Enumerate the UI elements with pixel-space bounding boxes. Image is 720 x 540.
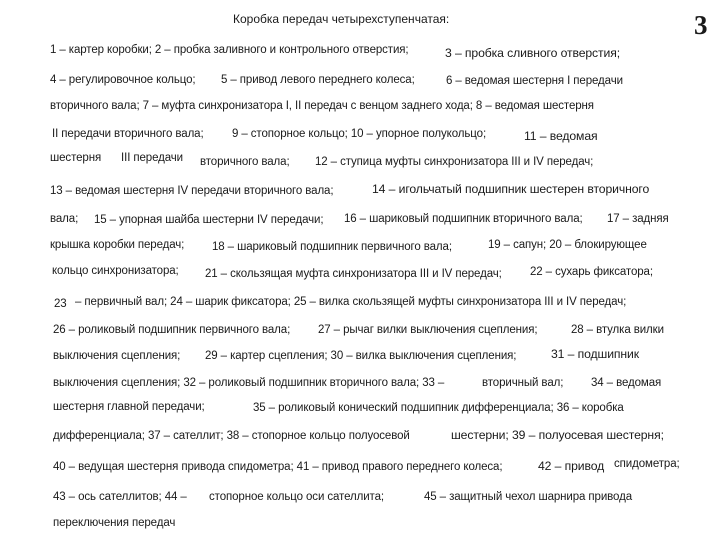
- legend-text: 14 – игольчатый подшипник шестерен вторичного: [372, 182, 650, 196]
- legend-text: II передачи вторичного вала;: [52, 128, 204, 140]
- legend-text: 29 – картер сцепления; 30 – вилка выключения сцепления;: [205, 350, 517, 362]
- legend-text: III передачи: [121, 152, 184, 164]
- legend-text: 12 – ступица муфты синхронизатора III и IV передач;: [315, 156, 594, 168]
- slide-title: Коробка передач четырехступенчатая:: [233, 12, 450, 26]
- legend-text: 18 – шариковый подшипник первичного вала;: [212, 241, 452, 253]
- legend-text: 26 – роликовый подшипник первичного вала;: [53, 324, 291, 336]
- legend-text: 40 – ведущая шестерня привода спидометра; 41 – привод правого переднего колеса;: [53, 461, 503, 473]
- legend-text: дифференциала; 37 – сателлит; 38 – стопорное кольцо полуосевой: [53, 430, 410, 442]
- slide-number: 3: [694, 10, 708, 40]
- legend-text: 15 – упорная шайба шестерни IV передачи;: [94, 214, 324, 226]
- legend-text: выключения сцепления;: [53, 350, 181, 362]
- legend-text: шестерня главной передачи;: [53, 401, 205, 413]
- legend-text: выключения сцепления; 32 – роликовый подшипник вторичного вала; 33 –: [53, 377, 445, 389]
- legend-text: 22 – сухарь фиксатора;: [530, 266, 653, 278]
- legend-text: 42 – привод: [538, 459, 605, 473]
- legend-text: 9 – стопорное кольцо; 10 – упорное полукольцо;: [232, 128, 487, 140]
- legend-text: вторичный вал;: [482, 377, 564, 389]
- legend-text: 19 – сапун; 20 – блокирующее: [488, 239, 647, 251]
- legend-text: 43 – ось сателлитов; 44 –: [53, 491, 187, 503]
- legend-text: 21 – скользящая муфта синхронизатора III и IV передач;: [205, 268, 502, 280]
- legend-text: вторичного вала; 7 – муфта синхронизатора I, II передач с венцом заднего хода; 8 – ведомая шестерня: [50, 100, 594, 112]
- legend-text: 13 – ведомая шестерня IV передачи вторичного вала;: [50, 185, 334, 197]
- legend-text: вала;: [50, 213, 79, 225]
- legend-text: 3 – пробка сливного отверстия;: [445, 46, 621, 60]
- legend-text: 16 – шариковый подшипник вторичного вала;: [344, 213, 583, 225]
- legend-text: шестерни; 39 – полуосевая шестерня;: [451, 428, 664, 442]
- legend-text: спидометра;: [614, 458, 680, 470]
- legend-text: стопорное кольцо оси сателлита;: [209, 491, 384, 503]
- legend-text: 35 – роликовый конический подшипник дифференциала; 36 – коробка: [253, 402, 624, 414]
- legend-text: 27 – рычаг вилки выключения сцепления;: [318, 324, 538, 336]
- legend-text: 34 – ведомая: [591, 377, 662, 389]
- legend-text: 11 – ведомая: [524, 129, 598, 143]
- legend-text: 45 – защитный чехол шарнира привода: [424, 491, 632, 503]
- legend-text: 6 – ведомая шестерня I передачи: [446, 75, 623, 87]
- legend-text: 23: [54, 298, 67, 310]
- legend-text: 28 – втулка вилки: [571, 324, 664, 336]
- legend-text: 31 – подшипник: [551, 347, 639, 361]
- legend-text: 17 – задняя: [607, 213, 669, 225]
- legend-text: переключения передач: [53, 517, 176, 529]
- legend-text: шестерня: [50, 152, 102, 164]
- legend-text: крышка коробки передач;: [50, 239, 185, 251]
- legend-text: вторичного вала;: [200, 156, 290, 168]
- legend-text: – первичный вал; 24 – шарик фиксатора; 25 – вилка скользящей муфты синхронизатора III и IV передач;: [75, 296, 627, 308]
- legend-text: кольцо синхронизатора;: [52, 265, 179, 277]
- legend-text: 1 – картер коробки; 2 – пробка заливного и контрольного отверстия;: [50, 44, 409, 56]
- legend-text: 4 – регулировочное кольцо;: [50, 74, 196, 86]
- legend-text: 5 – привод левого переднего колеса;: [221, 74, 415, 86]
